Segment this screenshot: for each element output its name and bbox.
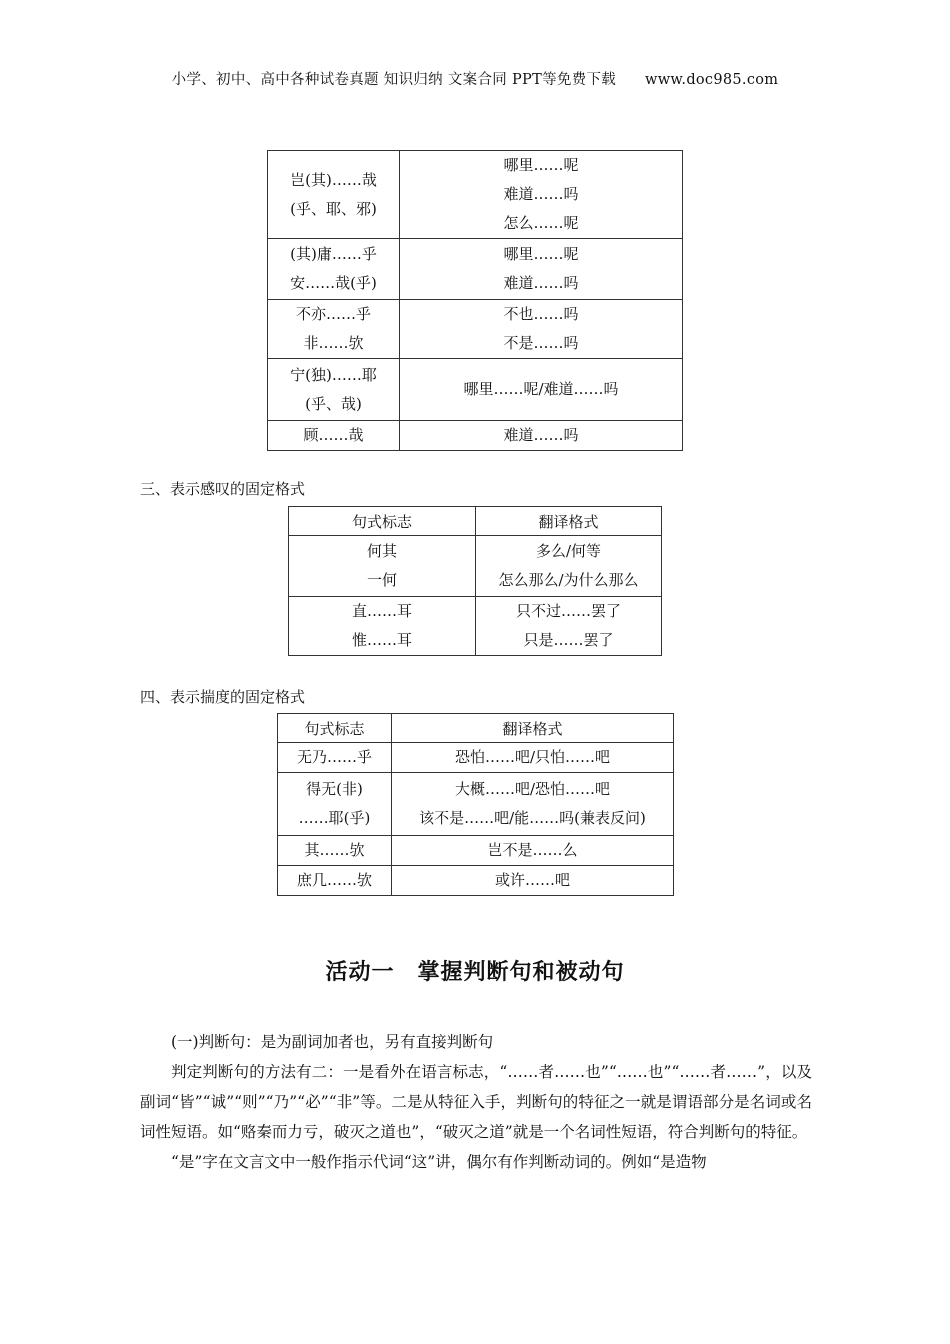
translation-cell: 难道……吗: [400, 421, 683, 451]
translation-cell: 岂不是……么: [392, 836, 674, 866]
header-text: 小学、初中、高中各种试卷真题 知识归纳 文案合同 PPT等免费下载: [171, 72, 617, 88]
question-format-table: [267, 150, 683, 451]
page-header: [0, 68, 950, 89]
paragraph: 判定判断句的方法有二：一是看外在语言标志，“……者……也”“……也”“……者……”，以及副词“皆”“诚”“则”“乃”“必”“非”等。二是从特征入手，判断句的特征之一就是谓语部分是名词或名词性短语。如“赂秦而力亏，破灭之道也”，“破灭之道”就是一个名词性短语，符合判断句的特征。: [140, 1063, 812, 1141]
section-heading-exclamation: 三、表示感叹的固定格式: [140, 480, 306, 498]
column-header: 句式标志: [278, 714, 392, 743]
marker-cell: 其……欤: [278, 836, 392, 866]
marker-cell: 无乃……乎: [278, 743, 392, 773]
exclamation-format-table: [288, 506, 662, 656]
subheading-judgment-sentence: (一)判断句：是为副词加者也，另有直接判断句: [171, 1033, 494, 1051]
table-row: [278, 743, 674, 773]
marker-cell: 何其 一何: [289, 536, 476, 597]
column-header: 翻译格式: [392, 714, 674, 743]
table-row: [268, 300, 683, 359]
section-heading-speculation: 四、表示揣度的固定格式: [140, 688, 306, 706]
marker-cell: 岂(其)……哉 (乎、耶、邪): [268, 151, 400, 239]
marker-cell: (其)庸……乎 安……哉(乎): [268, 239, 400, 300]
table-header-row: [289, 507, 662, 536]
marker-cell: 不亦……乎 非……欤: [268, 300, 400, 359]
marker-cell: 宁(独)……耶 (乎、哉): [268, 359, 400, 421]
table-row: [289, 597, 662, 656]
translation-cell: 大概……吧/恐怕……吧 该不是……吧/能……吗(兼表反问): [392, 773, 674, 836]
marker-cell: 顾……哉: [268, 421, 400, 451]
translation-cell: 只不过……罢了 只是……罢了: [476, 597, 662, 656]
table-row: [278, 836, 674, 866]
translation-cell: 哪里……呢 难道……吗: [400, 239, 683, 300]
table-row: [268, 239, 683, 300]
marker-cell: 庶几……欤: [278, 866, 392, 896]
activity-body: [140, 1027, 812, 1177]
translation-cell: 多么/何等 怎么那么/为什么那么: [476, 536, 662, 597]
translation-cell: 哪里……呢/难道……吗: [400, 359, 683, 421]
marker-cell: 直……耳 惟……耳: [289, 597, 476, 656]
activity-title: 活动一 掌握判断句和被动句: [325, 960, 625, 985]
table-row: [268, 151, 683, 239]
table-row: [268, 359, 683, 421]
translation-cell: 或许……吧: [392, 866, 674, 896]
translation-cell: 恐怕……吧/只怕……吧: [392, 743, 674, 773]
paragraph: “是”字在文言文中一般作指示代词“这”讲，偶尔有作判断动词的。例如“是造物: [171, 1153, 707, 1171]
table-row: [278, 866, 674, 896]
table-row: [268, 421, 683, 451]
column-header: 翻译格式: [476, 507, 662, 536]
marker-cell: 得无(非) ……耶(乎): [278, 773, 392, 836]
header-url[interactable]: www.doc985.com: [645, 72, 779, 88]
table-header-row: [278, 714, 674, 743]
table-row: [289, 536, 662, 597]
column-header: 句式标志: [289, 507, 476, 536]
translation-cell: 不也……吗 不是……吗: [400, 300, 683, 359]
speculation-format-table: [277, 713, 674, 896]
translation-cell: 哪里……呢 难道……吗 怎么……呢: [400, 151, 683, 239]
table-row: [278, 773, 674, 836]
